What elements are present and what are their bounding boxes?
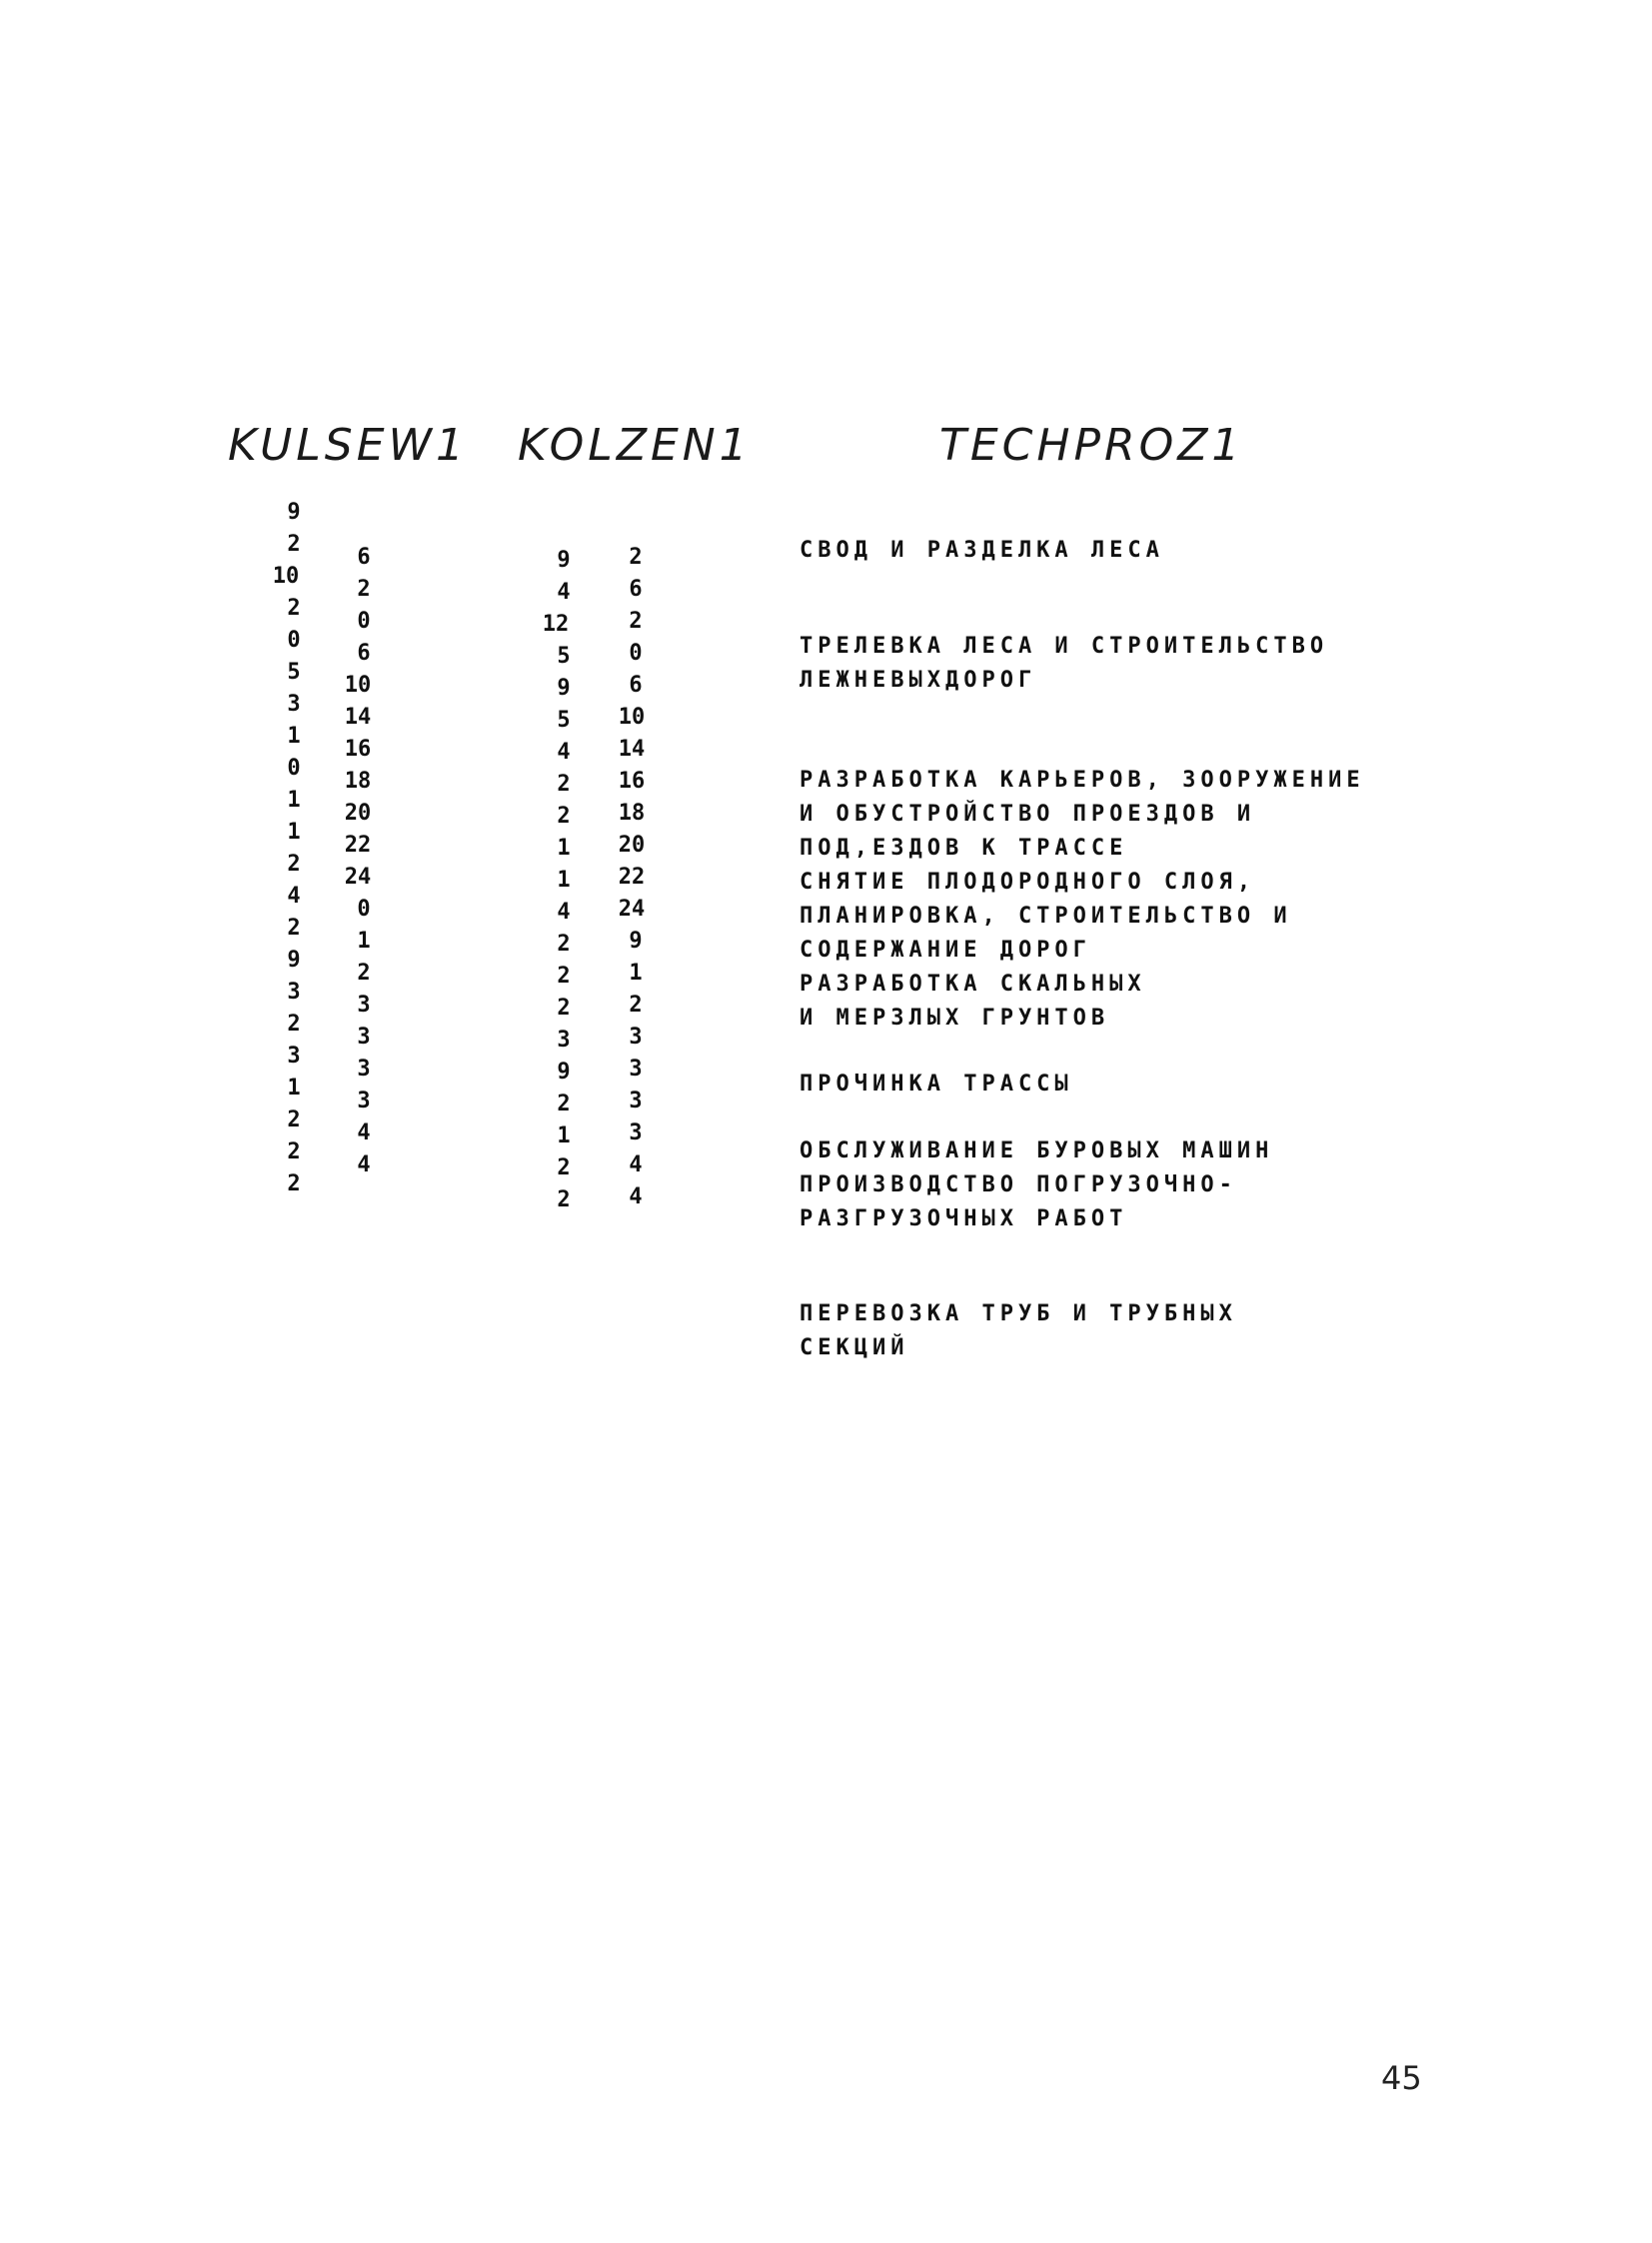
kulsew1-a-value: 1 xyxy=(287,724,301,749)
kulsew1-a-value: 3 xyxy=(287,692,301,717)
page-number: 45 xyxy=(1381,2059,1422,2097)
kulsew1-b-value: 1 xyxy=(357,929,371,954)
kolzen1-b-value: 3 xyxy=(629,1025,643,1050)
techproz1-line: РАЗРАБОТКА КАРЬЕРОВ, ЗООРУЖЕНИЕ xyxy=(800,768,1365,793)
kolzen1-a-value: 1 xyxy=(557,868,571,893)
techproz1-group-6 xyxy=(800,1297,1237,1365)
techproz1-line: СВОД И РАЗДЕЛКА ЛЕСА xyxy=(800,538,1164,563)
kulsew1-a-value: 2 xyxy=(287,1139,301,1164)
kolzen1-b-value: 2 xyxy=(629,545,643,570)
kulsew1-b-value: 3 xyxy=(357,1057,371,1082)
kulsew1-b-value: 10 xyxy=(344,673,372,698)
kolzen1-a-value: 5 xyxy=(557,708,571,733)
techproz1-line: СЕКЦИЙ xyxy=(800,1335,909,1360)
kulsew1-b-value: 0 xyxy=(357,609,371,634)
techproz1-group-4 xyxy=(800,1068,1073,1102)
kolzen1-b-value: 24 xyxy=(618,897,646,922)
kulsew1-b-value: 3 xyxy=(357,993,371,1018)
kolzen1-b-value: 22 xyxy=(618,865,646,890)
kolzen1-b-value: 0 xyxy=(629,641,643,666)
kolzen1-b-value: 3 xyxy=(629,1089,643,1114)
kulsew1-a-value: 0 xyxy=(287,628,301,653)
techproz1-line: ПРОЧИНКА ТРАССЫ xyxy=(800,1072,1073,1097)
kolzen1-a-value: 9 xyxy=(557,676,571,701)
kolzen1-a-value: 9 xyxy=(557,1060,571,1085)
techproz1-line: РАЗГРУЗОЧНЫХ РАБОТ xyxy=(800,1206,1128,1231)
kulsew1-b-value: 2 xyxy=(357,577,371,602)
kulsew1-b-value: 16 xyxy=(344,737,372,762)
techproz1-line: СОДЕРЖАНИЕ ДОРОГ xyxy=(800,938,1091,963)
kolzen1-a-value: 12 xyxy=(542,612,570,637)
techproz1-group-1 xyxy=(800,534,1164,568)
kolzen1-b-value: 18 xyxy=(618,801,646,826)
techproz1-line: ПЛАНИРОВКА, СТРОИТЕЛЬСТВО И xyxy=(800,904,1292,929)
kolzen1-a-value: 4 xyxy=(557,580,571,605)
kolzen1-b-value: 3 xyxy=(629,1121,643,1145)
kolzen1-a-value: 2 xyxy=(557,1092,571,1117)
kulsew1-b-value: 22 xyxy=(344,833,372,858)
kulsew1-b-value: 18 xyxy=(344,769,372,794)
kulsew1-b-value: 6 xyxy=(357,641,371,666)
kulsew1-a-value: 3 xyxy=(287,980,301,1005)
kulsew1-a-value: 2 xyxy=(287,532,301,557)
kulsew1-a-value: 5 xyxy=(287,660,301,685)
kolzen1-b-value: 14 xyxy=(618,737,646,762)
kolzen1-a-value: 9 xyxy=(557,548,571,573)
kolzen1-b-value: 9 xyxy=(629,929,643,954)
techproz1-line: ОБСЛУЖИВАНИЕ БУРОВЫХ МАШИН xyxy=(800,1138,1274,1163)
kulsew1-a-value: 2 xyxy=(287,916,301,941)
kulsew1-b-value: 2 xyxy=(357,961,371,986)
kulsew1-b-value: 24 xyxy=(344,865,372,890)
techproz1-line: ЛЕЖНЕВЫХДОРОГ xyxy=(800,668,1037,693)
kulsew1-b-value: 14 xyxy=(344,705,372,730)
kolzen1-b-value: 3 xyxy=(629,1057,643,1082)
heading-kulsew1: KULSEW1 xyxy=(228,420,469,471)
kulsew1-b-value: 3 xyxy=(357,1089,371,1114)
kulsew1-a-value: 3 xyxy=(287,1044,301,1069)
techproz1-line: ПОД,ЕЗДОВ К ТРАССЕ xyxy=(800,836,1128,861)
kulsew1-b-value: 4 xyxy=(357,1152,371,1177)
kolzen1-b-value: 4 xyxy=(629,1152,643,1177)
kolzen1-b-value: 6 xyxy=(629,577,643,602)
kolzen1-a-value: 1 xyxy=(557,836,571,861)
kulsew1-a-value: 2 xyxy=(287,596,301,621)
kolzen1-a-value: 5 xyxy=(557,644,571,669)
kolzen1-a-value: 4 xyxy=(557,900,571,925)
kulsew1-a-value: 1 xyxy=(287,788,301,813)
techproz1-group-3 xyxy=(800,764,1365,1036)
techproz1-line: РАЗРАБОТКА СКАЛЬНЫХ xyxy=(800,972,1146,997)
kolzen1-b-value: 1 xyxy=(629,961,643,986)
kulsew1-b-value: 0 xyxy=(357,897,371,922)
techproz1-group-2 xyxy=(800,630,1328,698)
kolzen1-b-value: 20 xyxy=(618,833,646,858)
techproz1-line: СНЯТИЕ ПЛОДОРОДНОГО СЛОЯ, xyxy=(800,870,1256,895)
kulsew1-b-value: 3 xyxy=(357,1025,371,1050)
kulsew1-a-value: 0 xyxy=(287,756,301,781)
kolzen1-a-value: 2 xyxy=(557,964,571,989)
heading-techproz1: TECHPROZ1 xyxy=(939,420,1244,471)
kulsew1-a-value: 2 xyxy=(287,1012,301,1037)
kulsew1-a-value: 2 xyxy=(287,1108,301,1132)
kulsew1-b-value: 6 xyxy=(357,545,371,570)
kolzen1-b-value: 10 xyxy=(618,705,646,730)
kulsew1-a-value: 1 xyxy=(287,1076,301,1101)
kolzen1-a-value: 2 xyxy=(557,1155,571,1180)
kolzen1-a-value: 2 xyxy=(557,932,571,957)
techproz1-line: ПЕРЕВОЗКА ТРУБ И ТРУБНЫХ xyxy=(800,1301,1237,1326)
heading-kolzen1: KOLZEN1 xyxy=(518,420,752,471)
kulsew1-a-value: 2 xyxy=(287,1171,301,1196)
techproz1-line: И ОБУСТРОЙСТВО ПРОЕЗДОВ И xyxy=(800,802,1256,827)
techproz1-line: ПРОИЗВОДСТВО ПОГРУЗОЧНО- xyxy=(800,1172,1237,1197)
kolzen1-a-value: 2 xyxy=(557,772,571,797)
kolzen1-b-value: 2 xyxy=(629,993,643,1018)
kulsew1-b-value: 20 xyxy=(344,801,372,826)
kulsew1-a-value: 4 xyxy=(287,884,301,909)
techproz1-group-5 xyxy=(800,1134,1273,1236)
kolzen1-a-value: 3 xyxy=(557,1028,571,1053)
kolzen1-a-value: 4 xyxy=(557,740,571,765)
kulsew1-b-value: 4 xyxy=(357,1121,371,1145)
kolzen1-a-value: 2 xyxy=(557,996,571,1021)
kolzen1-a-value: 2 xyxy=(557,1187,571,1212)
kulsew1-a-value: 9 xyxy=(287,500,301,525)
kulsew1-a-value: 10 xyxy=(272,564,300,589)
kolzen1-b-value: 6 xyxy=(629,673,643,698)
kolzen1-a-value: 1 xyxy=(557,1123,571,1148)
kolzen1-b-value: 16 xyxy=(618,769,646,794)
kolzen1-b-value: 4 xyxy=(629,1184,643,1209)
kulsew1-a-value: 1 xyxy=(287,820,301,845)
kolzen1-a-value: 2 xyxy=(557,804,571,829)
techproz1-line: И МЕРЗЛЫХ ГРУНТОВ xyxy=(800,1006,1110,1031)
kulsew1-a-value: 9 xyxy=(287,948,301,973)
kolzen1-b-value: 2 xyxy=(629,609,643,634)
kulsew1-a-value: 2 xyxy=(287,852,301,877)
techproz1-line: ТРЕЛЕВКА ЛЕСА И СТРОИТЕЛЬСТВО xyxy=(800,634,1329,659)
